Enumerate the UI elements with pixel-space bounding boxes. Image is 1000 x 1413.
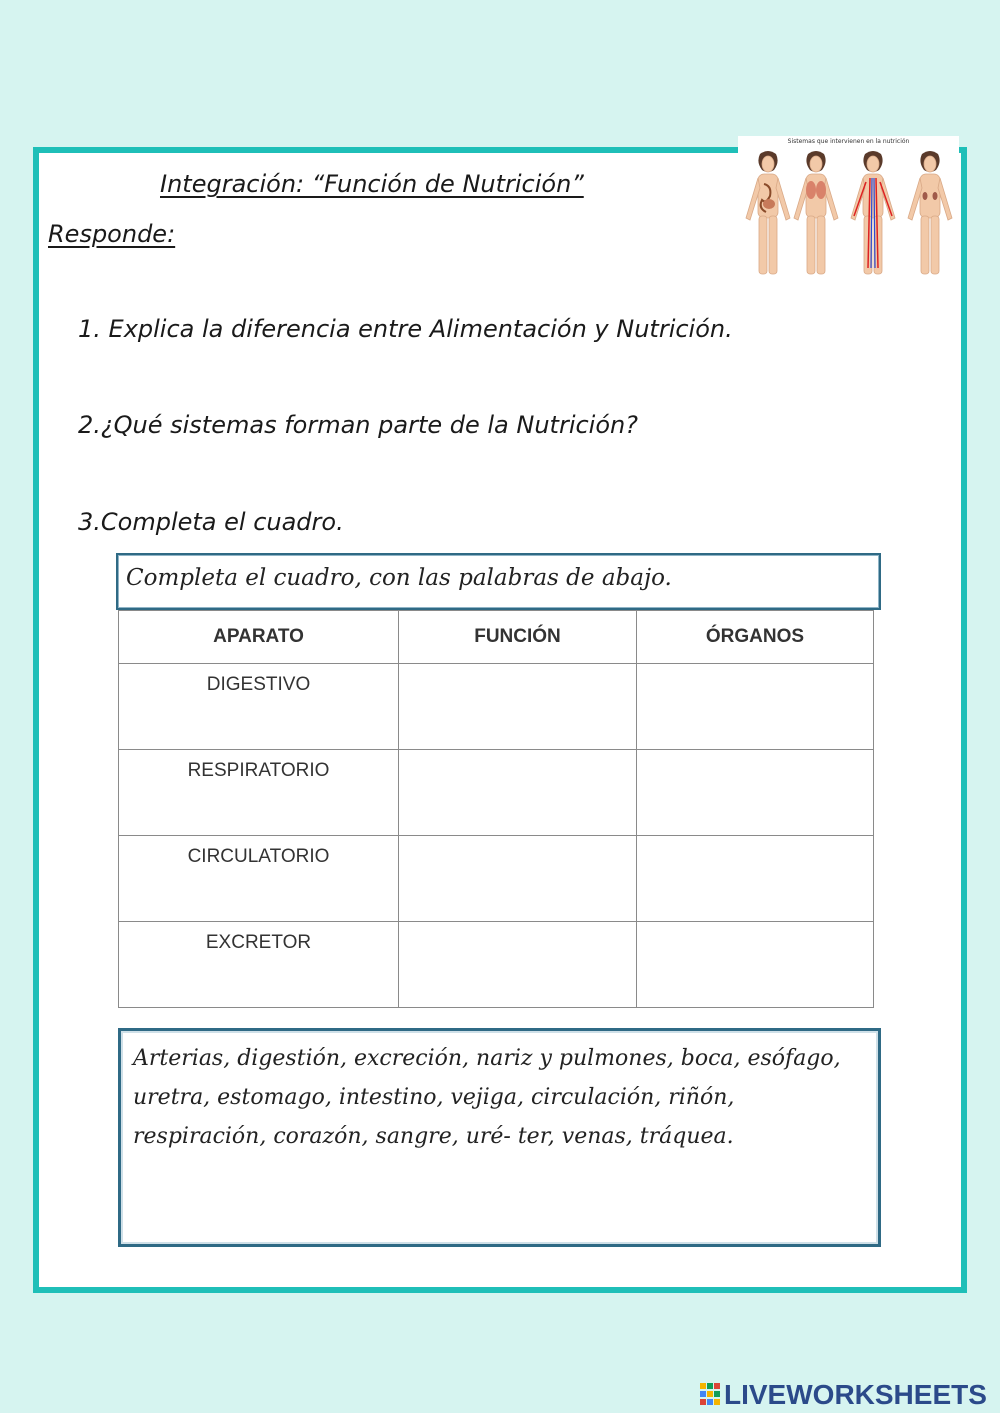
row-label-digestivo: DIGESTIVO — [119, 664, 399, 750]
answer-cell-funcion[interactable] — [399, 922, 637, 1008]
illustration-caption: Sistemas que intervienen en la nutrición — [787, 138, 910, 145]
question-2: 2.¿Qué sistemas forman parte de la Nutrición? — [78, 411, 638, 439]
instruction-box — [116, 553, 881, 610]
logo-blocks-icon — [700, 1383, 720, 1407]
table-row — [119, 750, 874, 836]
answer-cell-organos[interactable] — [637, 750, 874, 836]
systems-table — [118, 610, 874, 1008]
answer-cell-organos[interactable] — [637, 664, 874, 750]
body-figures-image — [738, 148, 959, 283]
worksheet-image — [113, 550, 888, 1255]
column-header-funcion: FUNCIÓN — [399, 611, 637, 664]
table-header-row — [119, 611, 874, 664]
column-header-organos: ÓRGANOS — [637, 611, 874, 664]
question-1: 1. Explica la diferencia entre Alimentación y Nutrición. — [78, 315, 733, 343]
page-title: Integración: “Función de Nutrición” — [160, 170, 584, 198]
logo-text: LIVEWORKSHEETS — [724, 1379, 987, 1410]
answer-cell-organos[interactable] — [637, 922, 874, 1008]
answer-cell-funcion[interactable] — [399, 664, 637, 750]
row-label-circulatorio: CIRCULATORIO — [119, 836, 399, 922]
table-row — [119, 664, 874, 750]
figure-digestive — [746, 151, 790, 274]
nutrition-systems-illustration — [738, 136, 959, 283]
column-header-aparato: APARATO — [119, 611, 399, 664]
row-label-excretor: EXCRETOR — [119, 922, 399, 1008]
word-bank-box — [118, 1028, 881, 1247]
responde-heading: Responde: — [48, 220, 176, 248]
question-3: 3.Completa el cuadro. — [78, 508, 344, 536]
instruction-text: Completa el cuadro, con las palabras de abajo. — [126, 565, 672, 591]
answer-cell-organos[interactable] — [637, 836, 874, 922]
figure-respiratory — [794, 151, 838, 274]
word-bank-text: Arterias, digestión, excreción, nariz y pulmones, boca, esófago, uretra, estomago, intestino, vejiga, circulación, riñón, respiración, corazón, sangre, uré- ter, venas, tráquea. — [133, 1046, 841, 1149]
table-row — [119, 922, 874, 1008]
table-row — [119, 836, 874, 922]
row-label-respiratorio: RESPIRATORIO — [119, 750, 399, 836]
figure-circulatory — [851, 151, 895, 274]
answer-cell-funcion[interactable] — [399, 750, 637, 836]
answer-cell-funcion[interactable] — [399, 836, 637, 922]
figure-excretory — [908, 151, 952, 274]
